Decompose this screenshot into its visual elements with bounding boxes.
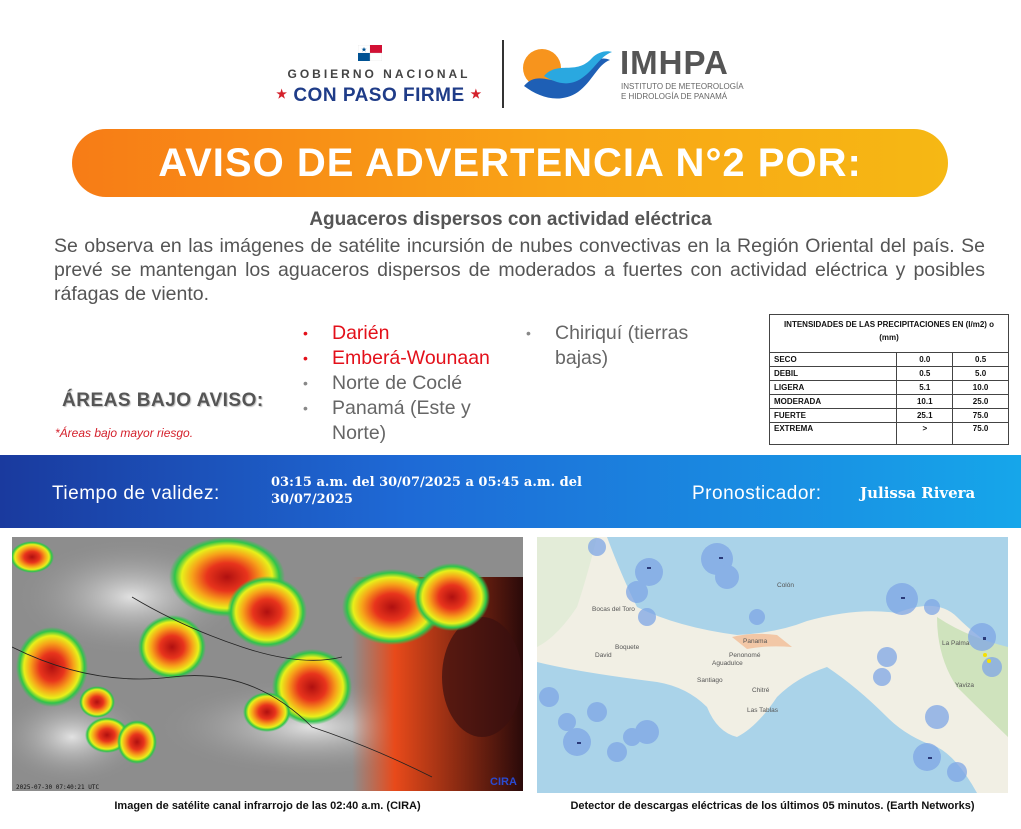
row-min: > bbox=[897, 423, 953, 445]
list-item: • Emberá-Wounaan bbox=[303, 346, 528, 371]
gobierno-line1: GOBIERNO NACIONAL bbox=[287, 67, 471, 81]
imhpa-logo-icon bbox=[520, 42, 612, 106]
row-label: EXTREMA bbox=[770, 423, 897, 445]
table-row bbox=[770, 367, 1009, 381]
map-label: David bbox=[595, 652, 612, 659]
row-label: DEBIL bbox=[770, 367, 897, 381]
table-row bbox=[770, 353, 1009, 367]
row-max: 5.0 bbox=[953, 367, 1009, 381]
map-label: Yaviza bbox=[955, 682, 975, 689]
map-label: Bocas del Toro bbox=[592, 606, 635, 613]
map-label: Penonomé bbox=[729, 652, 761, 659]
row-min: 25.1 bbox=[897, 409, 953, 423]
satellite-caption: Imagen de satélite canal infrarrojo de las 02:40 a.m. (CIRA) bbox=[114, 800, 421, 812]
table-row bbox=[770, 381, 1009, 395]
lightning-map bbox=[537, 537, 1008, 793]
satellite-timestamp: 2025-07-30 07:40:21 UTC bbox=[16, 784, 100, 791]
lightning-caption: Detector de descargas eléctricas de los últimos 05 minutos. (Earth Networks) bbox=[570, 800, 975, 812]
row-max: 75.0 bbox=[953, 409, 1009, 423]
areas-note: *Áreas bajo mayor riesgo. bbox=[55, 426, 194, 440]
table-row bbox=[770, 409, 1009, 423]
row-label: MODERADA bbox=[770, 395, 897, 409]
areas-list-column1 bbox=[303, 321, 528, 446]
gobierno-nacional-logo bbox=[272, 40, 486, 110]
validity-label: Tiempo de validez: bbox=[52, 483, 220, 504]
list-item: • Darién bbox=[303, 321, 528, 346]
logo-divider bbox=[502, 40, 504, 108]
row-max: 10.0 bbox=[953, 381, 1009, 395]
cira-watermark: CIRA bbox=[490, 776, 517, 788]
row-min: 0.5 bbox=[897, 367, 953, 381]
row-max: 0.5 bbox=[953, 353, 1009, 367]
list-item: • Norte de Coclé bbox=[303, 371, 528, 396]
map-label: La Palma bbox=[942, 640, 970, 647]
warning-description: Se observa en las imágenes de satélite incursión de nubes convectivas en la Región Oriental del país. Se prevé se mantengan los aguaceros dispersos de moderados a fuertes con actividad eléctrica y posibles ráfagas de viento. bbox=[54, 235, 985, 305]
row-label: LIGERA bbox=[770, 381, 897, 395]
map-label: Las Tablas bbox=[747, 707, 778, 714]
row-min: 5.1 bbox=[897, 381, 953, 395]
intensity-table bbox=[769, 314, 1009, 445]
map-label: Aguadulce bbox=[712, 660, 743, 667]
gobierno-line2 bbox=[272, 85, 486, 107]
banner-title: AVISO DE ADVERTENCIA N°2 POR: bbox=[158, 141, 862, 185]
imhpa-sub-line2: E HIDROLOGÍA DE PANAMÁ bbox=[621, 92, 728, 101]
satellite-image bbox=[12, 537, 523, 791]
validity-bar bbox=[0, 455, 1021, 528]
imhpa-sub-line1: INSTITUTO DE METEOROLOGÍA bbox=[621, 82, 744, 91]
imhpa-name: IMHPA bbox=[620, 44, 729, 81]
map-label: Panama bbox=[743, 638, 768, 645]
warning-subtitle: Aguaceros dispersos con actividad eléctrica bbox=[309, 209, 712, 230]
star-icon: ★ bbox=[470, 87, 482, 101]
forecaster-name: Julissa Rivera bbox=[860, 484, 976, 502]
forecaster-label: Pronosticador: bbox=[692, 483, 822, 504]
warning-banner bbox=[72, 129, 948, 197]
row-label: SECO bbox=[770, 353, 897, 367]
map-label: Santiago bbox=[697, 677, 723, 684]
validity-value: 03:15 a.m. del 30/07/2025 a 05:45 a.m. del 30/07/2025 bbox=[271, 475, 582, 507]
panama-flag-icon bbox=[358, 45, 382, 61]
table-header: INTENSIDADES DE LAS PRECIPITACIONES EN (l/m2) o (mm) bbox=[770, 315, 1009, 353]
imhpa-subtitle bbox=[621, 82, 761, 102]
row-min: 10.1 bbox=[897, 395, 953, 409]
table-row bbox=[770, 423, 1009, 445]
map-label: Boquete bbox=[615, 644, 640, 651]
areas-title: ÁREAS BAJO AVISO: bbox=[62, 390, 264, 411]
map-label: Colón bbox=[777, 582, 794, 589]
row-min: 0.0 bbox=[897, 353, 953, 367]
row-max: 25.0 bbox=[953, 395, 1009, 409]
list-item: • Chiriquí (tierras bajas) bbox=[526, 321, 741, 371]
gobierno-slogan: CON PASO FIRME bbox=[293, 85, 465, 106]
list-item: • Panamá (Este y Norte) bbox=[303, 396, 528, 446]
row-max: 75.0 bbox=[953, 423, 1009, 445]
table-row bbox=[770, 395, 1009, 409]
map-label: Chitré bbox=[752, 687, 770, 694]
areas-list-column2 bbox=[526, 321, 741, 371]
star-icon: ★ bbox=[276, 87, 288, 101]
row-label: FUERTE bbox=[770, 409, 897, 423]
